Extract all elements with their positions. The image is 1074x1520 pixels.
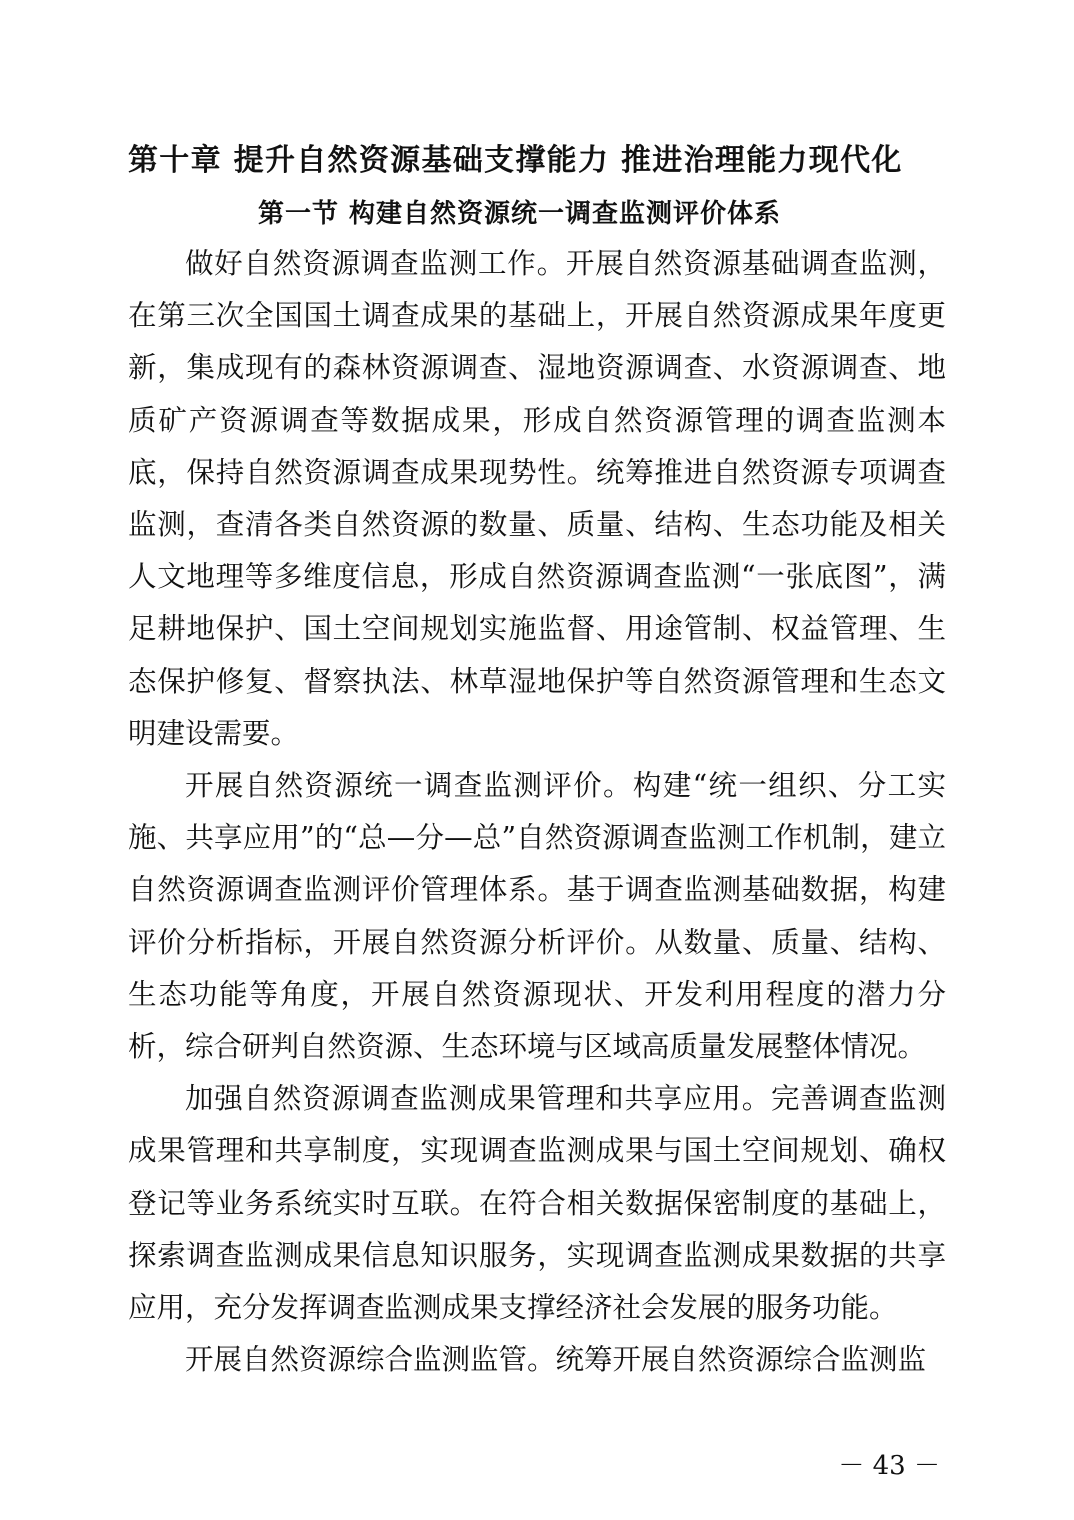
section-title: 第一节 构建自然资源统一调查监测评价体系 xyxy=(258,199,782,229)
page-number: － 43 － xyxy=(838,1451,940,1481)
paragraph: 加强自然资源调查监测成果管理和共享应用。完善调查监测成果管理和共享制度，实现调查监测成果与国土空间规划、确权登记等业务系统实时互联。在符合相关数据保密制度的基础上，探索调查监测成果信息知识服务，实现调查监测成果数据的共享应用，充分发挥调查监测成果支撑经济社会发展的服务功能。 xyxy=(128,1082,946,1325)
chapter-title: 第十章 提升自然资源基础支撑能力 推进治理能力现代化 xyxy=(128,143,903,178)
body-text xyxy=(128,238,946,1386)
paragraph: 开展自然资源统一调查监测评价。构建“统一组织、分工实施、共享应用”的“总—分—总”自然资源调查监测工作机制，建立自然资源调查监测评价管理体系。基于调查监测基础数据，构建评价分析指标，开展自然资源分析评价。从数量、质量、结构、生态功能等角度，开展自然资源现状、开发利用程度的潜力分析，综合研判自然资源、生态环境与区域高质量发展整体情况。 xyxy=(128,769,946,1064)
paragraph: 做好自然资源调查监测工作。开展自然资源基础调查监测，在第三次全国国土调查成果的基础上，开展自然资源成果年度更新，集成现有的森林资源调查、湿地资源调查、水资源调查、地质矿产资源调查等数据成果，形成自然资源管理的调查监测本底，保持自然资源调查成果现势性。统筹推进自然资源专项调查监测，查清各类自然资源的数量、质量、结构、生态功能及相关人文地理等多维度信息，形成自然资源调查监测“一张底图”，满足耕地保护、国土空间规划实施监督、用途管制、权益管理、生态保护修复、督察执法、林草湿地保护等自然资源管理和生态文明建设需要。 xyxy=(128,247,946,750)
paragraph: 开展自然资源综合监测监管。统筹开展自然资源综合监测监 xyxy=(185,1343,927,1377)
